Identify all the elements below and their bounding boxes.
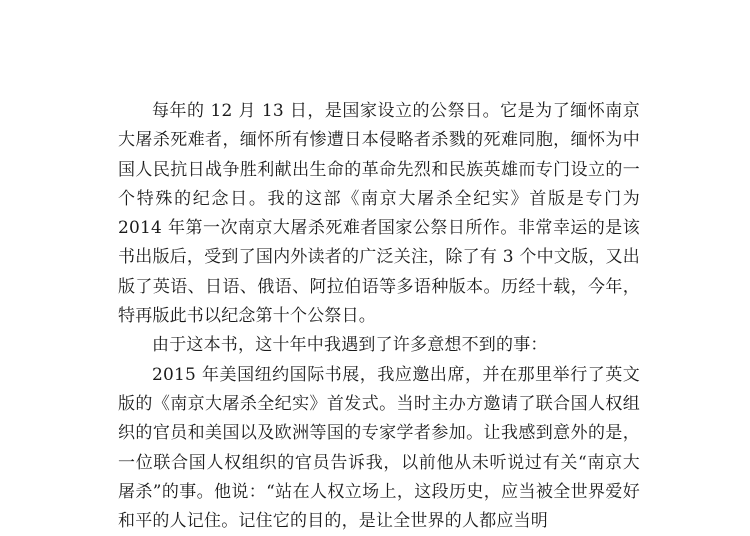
body-text — [118, 97, 640, 536]
paragraph-1: 每年的 12 月 13 日，是国家设立的公祭日。它是为了缅怀南京大屠杀死难者，缅怀所有惨遭日本侵略者杀戮的死难同胞，缅怀为中国人民抗日战争胜利献出生命的革命先烈和民族英雄而专门设立的一个特殊的纪念日。我的这部《南京大屠杀全纪实》首版是专门为 2014 年第一次南京大屠杀死难者国家公祭日所作。非常幸运的是该书出版后，受到了国内外读者的广泛关注，除了有 3 个中文版，又出版了英语、日语、俄语、阿拉伯语等多语种版本。历经十载，今年，特再版此书以纪念第十个公祭日。 — [118, 101, 640, 327]
paragraph-3: 2015 年美国纽约国际书展，我应邀出席，并在那里举行了英文版的《南京大屠杀全纪实》首发式。当时主办方邀请了联合国人权组织的官员和美国以及欧洲等国的专家学者参加。让我感到意外的是，一位联合国人权组织的官员告诉我，以前他从未听说过有关“南京大屠杀”的事。他说：“站在人权立场上，这段历史，应当被全世界爱好和平的人记住。记住它的目的，是让全世界的人都应当明 — [118, 364, 640, 532]
paragraph-2: 由于这本书，这十年中我遇到了许多意想不到的事： — [152, 335, 548, 356]
